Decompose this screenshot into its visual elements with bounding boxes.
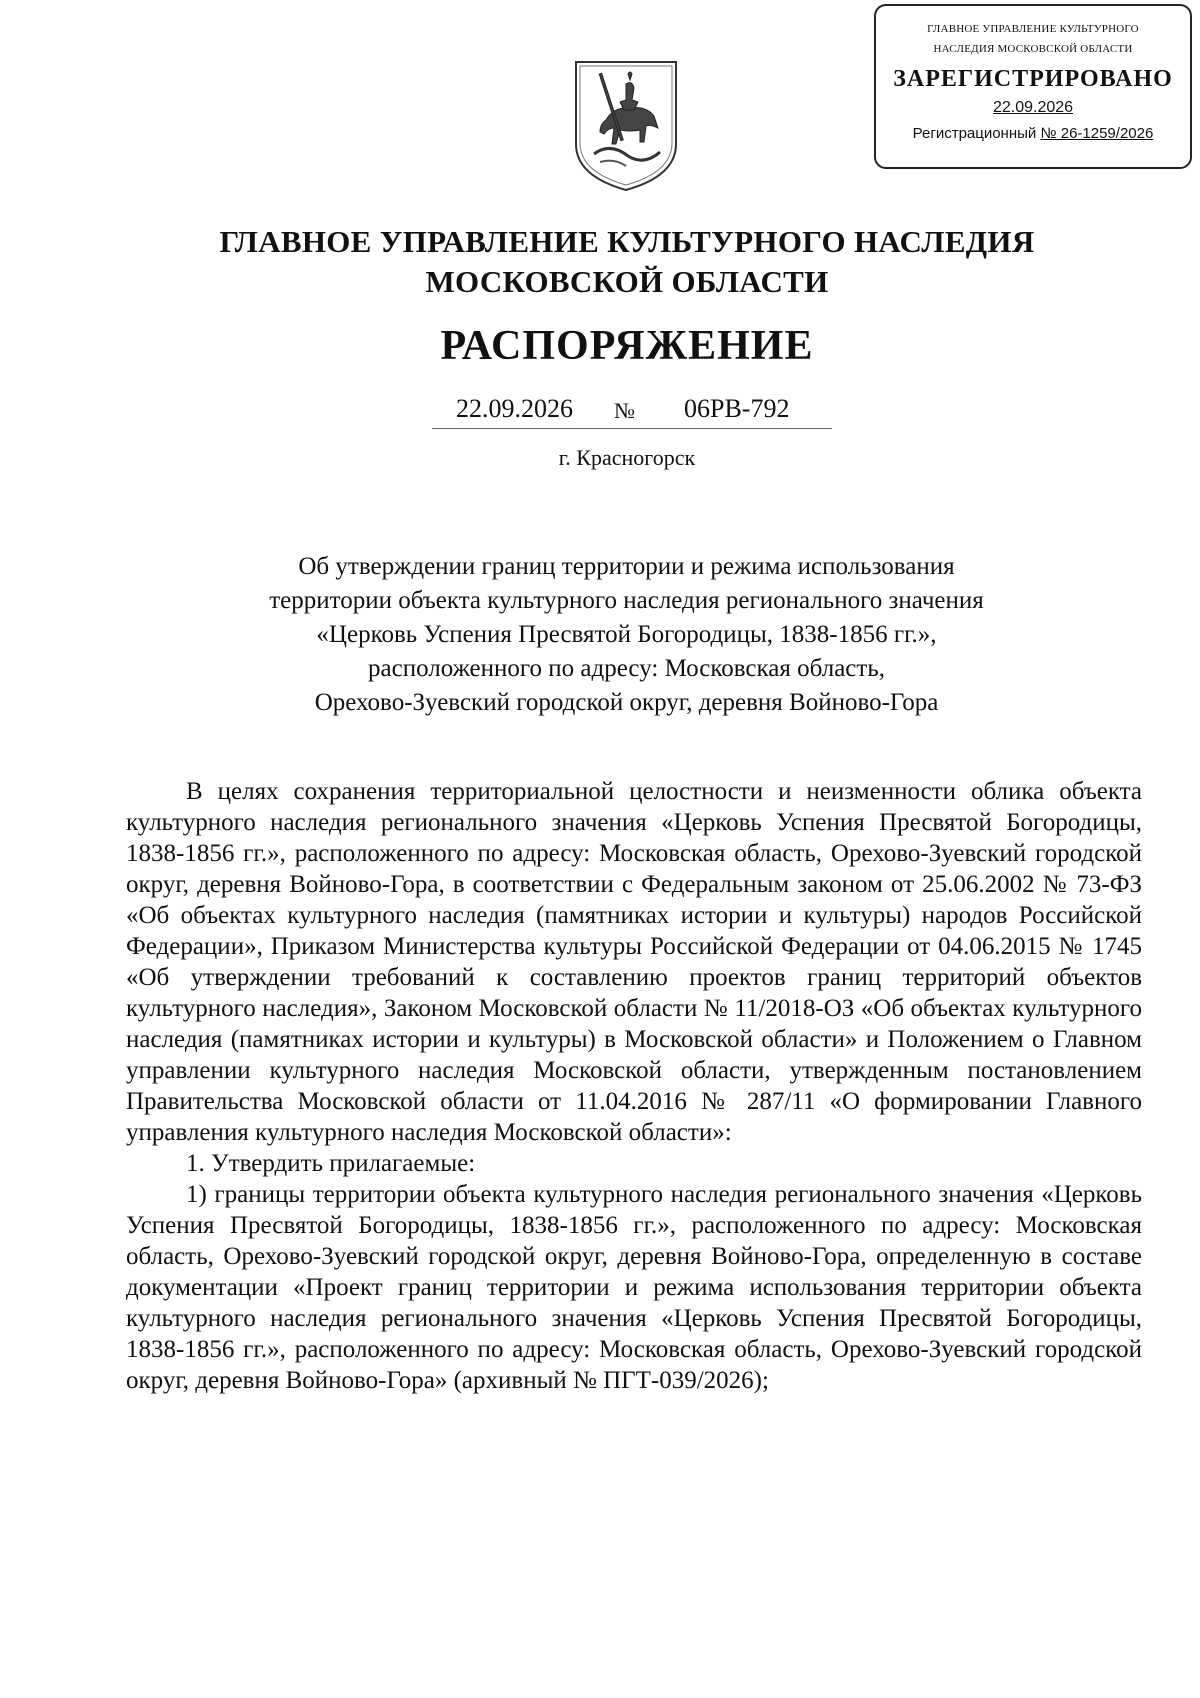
document-type: РАСПОРЯЖЕНИЕ (440, 323, 814, 369)
stamp-registration-number (876, 125, 1190, 142)
item-1: 1. Утвердить прилагаемые: (186, 1150, 476, 1177)
subject-line: расположенного по адресу: Московская область, (368, 655, 885, 682)
coat-of-arms-icon (570, 58, 682, 192)
subject-line: Об утверждении границ территории и режима использования (298, 553, 955, 580)
preamble-paragraph: В целях сохранения территориальной целостности и неизменности облика объекта культурного наследия регионального значения «Церковь Успения Пресвятой Богородицы, 1838-1856 гг.», расположенного по адресу: Московская область, Орехово-Зуевский городской округ, деревня Войново-Гора, в соответствии с Федеральным законом от 25.06.2002 № 73-ФЗ «Об объектах культурного наследия (памятниках истории и культуры) народов Российской Федерации», Приказом Министерства культуры Российской Федерации от 04.06.2015 № 1745 «Об утверждении требований к составлению проектов границ территорий объектов культурного наследия», Законом Московской области № 11/2018-ОЗ «Об объектах культурного наследия (памятниках истории и культуры) в Московской области» и Положением о Главном управлении культурного наследия Московской области, утвержденным постановлением Правительства Московской области от 11.04.2016 № 287/11 «О формировании Главного управления культурного наследия Московской области»: (126, 778, 1142, 1146)
subject-line: территории объекта культурного наследия регионального значения (269, 587, 984, 614)
item-1-1: 1) границы территории объекта культурного наследия регионального значения «Церковь Успения Пресвятой Богородицы, 1838-1856 гг.», расположенного по адресу: Московская область, Орехово-Зуевский городской округ, деревня Войново-Гора, определенную в составе документации «Проект границ территории и режима использования территории объекта культурного наследия регионального значения «Церковь Успения Пресвятой Богородицы, 1838-1856 гг.», расположенного по адресу: Московская область, Орехово-Зуевский городской округ, деревня Войново-Гора» (архивный № ПГТ-039/2026); (126, 1181, 1142, 1394)
date-number-line (432, 394, 832, 429)
stamp-reg-label: Регистрационный (912, 125, 1037, 142)
subject-line: «Церковь Успения Пресвятой Богородицы, 1838-1856 гг.», (316, 621, 937, 648)
stamp-date: 22.09.2026 (992, 99, 1074, 116)
org-title-line2: МОСКОВСКОЙ ОБЛАСТИ (425, 264, 829, 299)
stamp-organization (876, 18, 1190, 58)
document-date: 22.09.2026 (456, 394, 573, 423)
document-number: 06РВ-792 (684, 394, 790, 423)
document-subject (200, 550, 1053, 720)
stamp-status: ЗАРЕГИСТРИРОВАНО (893, 66, 1173, 92)
subject-line: Орехово-Зуевский городской округ, деревня Войново-Гора (314, 689, 939, 716)
stamp-reg-number: № 26-1259/2026 (1040, 125, 1154, 142)
org-title-line1: ГЛАВНОЕ УПРАВЛЕНИЕ КУЛЬТУРНОГО НАСЛЕДИЯ (219, 224, 1035, 259)
city: г. Красногорск (558, 445, 696, 470)
registration-stamp (874, 4, 1192, 169)
number-sign: № (614, 398, 635, 423)
document-body (126, 776, 1142, 1396)
stamp-org-line2: НАСЛЕДИЯ МОСКОВСКОЙ ОБЛАСТИ (933, 43, 1133, 55)
stamp-org-line1: ГЛАВНОЕ УПРАВЛЕНИЕ КУЛЬТУРНОГО (927, 23, 1139, 35)
organization-title (0, 222, 1200, 302)
